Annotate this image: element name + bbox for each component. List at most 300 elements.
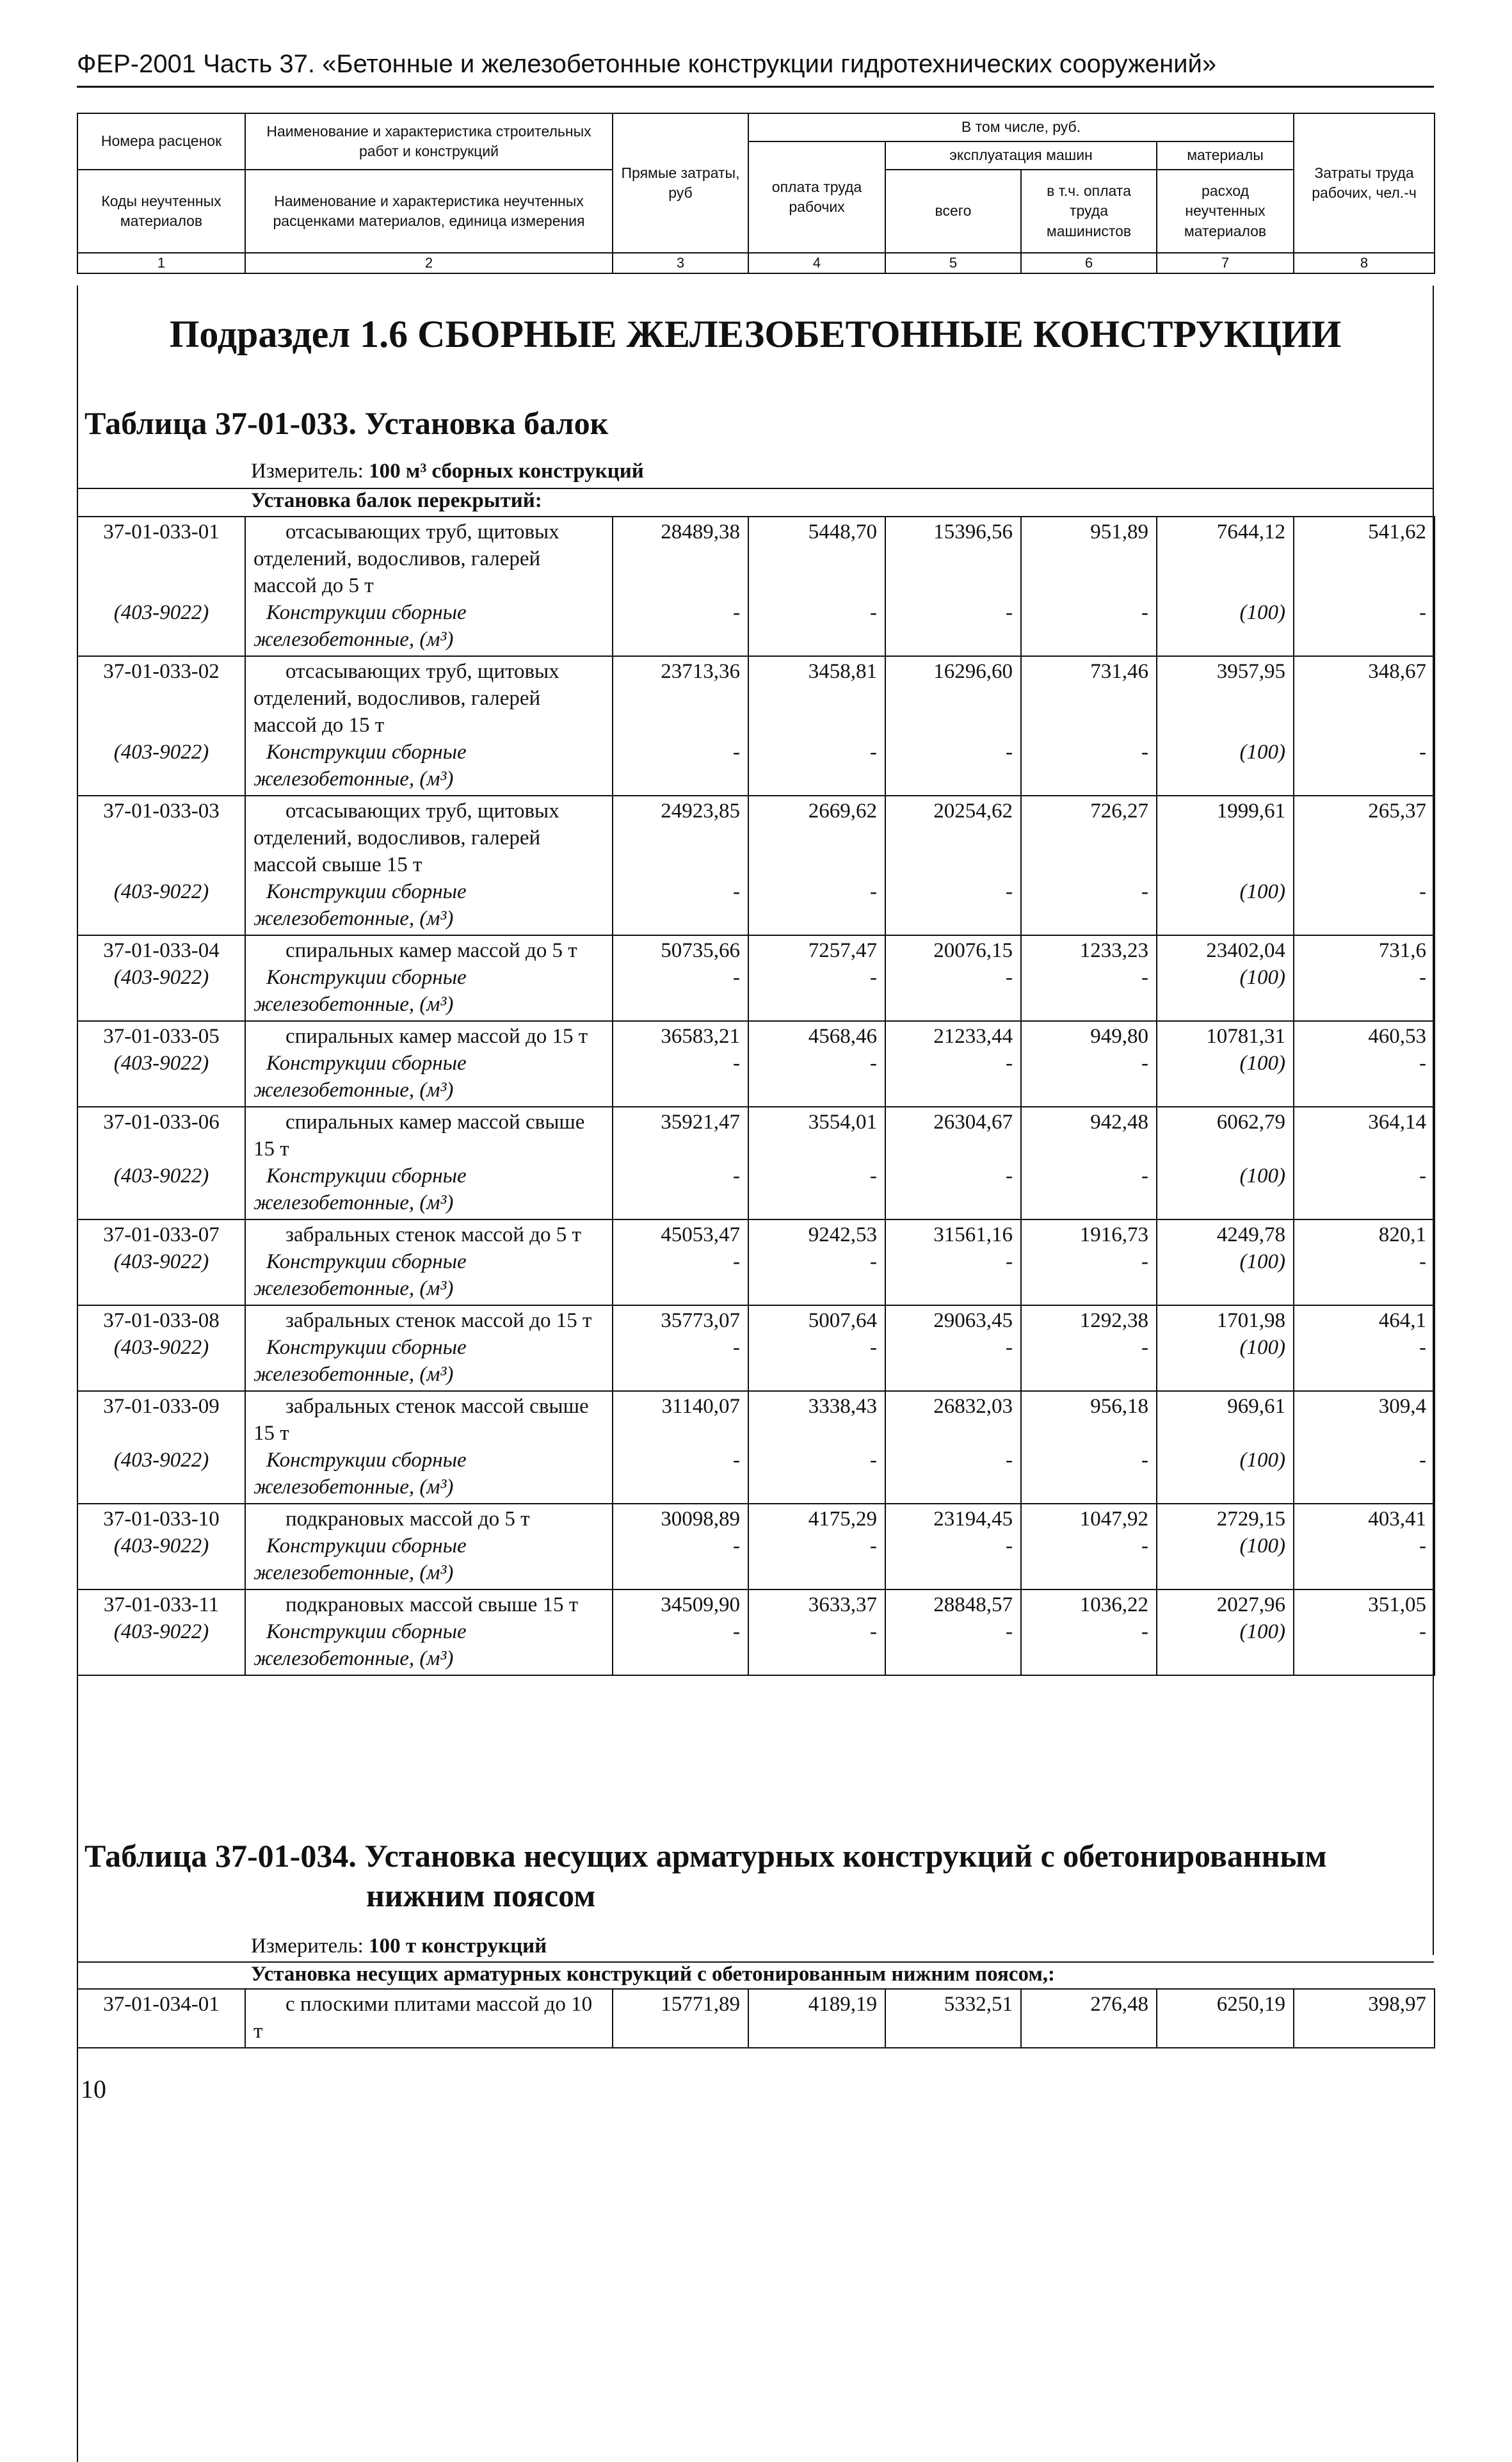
rate-value-cell (748, 935, 885, 1021)
rate-value-cell (1021, 935, 1157, 1021)
col-materials: материалы (1157, 141, 1294, 170)
material-dash: - (1141, 1336, 1148, 1359)
rate-labor-pay: 3633,37 (808, 1593, 877, 1616)
rate-materials: 2027,96 (1216, 1593, 1285, 1616)
material-percent: (100) (1239, 966, 1285, 989)
rate-value-cell (1294, 1107, 1435, 1219)
rate-labor: 309,4 (1378, 1395, 1426, 1418)
material-dash: - (1006, 966, 1013, 989)
material-dash: - (1006, 601, 1013, 624)
col-num: 3 (613, 253, 748, 273)
material-name (253, 1447, 604, 1501)
material-dash: - (870, 601, 877, 624)
rate-machinist: 956,18 (1090, 1395, 1148, 1418)
material-name (253, 599, 604, 653)
rates-table-033 (77, 516, 1435, 1676)
material-percent: (100) (1239, 1052, 1285, 1075)
material-name-line2: железобетонные, (м³) (253, 1079, 454, 1102)
rate-value-cell (1021, 656, 1157, 796)
rate-labor-pay: 5007,64 (808, 1309, 877, 1332)
rate-code-cell (77, 1021, 245, 1107)
rate-direct: 34509,90 (661, 1593, 740, 1616)
rate-code-cell (77, 1589, 245, 1675)
rate-machinist: 1047,92 (1079, 1508, 1148, 1531)
subsection-title: Подраздел 1.6 СБОРНЫЕ ЖЕЛЕЗОБЕТОННЫЕ КОНСТРУКЦИИ (169, 313, 1342, 355)
rate-labor: 398,97 (1368, 1993, 1426, 2016)
rate-value-cell (885, 1107, 1021, 1219)
material-dash: - (733, 1336, 740, 1359)
rate-value-cell (1294, 1305, 1435, 1391)
material-name (253, 878, 604, 932)
rate-value-cell (885, 1021, 1021, 1107)
material-dash: - (1141, 601, 1148, 624)
rate-machines: 15396,56 (933, 520, 1013, 543)
rate-value-cell (613, 1391, 748, 1504)
rate-direct: 28489,38 (661, 520, 740, 543)
rate-value-cell (1021, 1107, 1157, 1219)
table2-title (84, 1836, 1327, 1915)
material-name-line1: Конструкции сборные (266, 1620, 467, 1643)
rate-row (77, 796, 1435, 935)
rate-value-cell (1294, 1589, 1435, 1675)
rate-value-cell (885, 1589, 1021, 1675)
page-header: ФЕР-2001 Часть 37. «Бетонные и железобетонные конструкции гидротехнических сооружений» (77, 50, 1217, 78)
rates-table-034 (77, 1988, 1435, 2048)
rate-machinist: 1916,73 (1079, 1223, 1148, 1246)
material-dash: - (1419, 601, 1426, 624)
rate-materials: 6250,19 (1216, 1993, 1285, 2016)
rate-value-cell (748, 1219, 885, 1305)
material-dash: - (870, 1164, 877, 1187)
rate-value-cell (1021, 1589, 1157, 1675)
rate-value-cell (613, 656, 748, 796)
rate-labor-pay: 3554,01 (808, 1111, 877, 1134)
rate-machinist: 1233,23 (1079, 939, 1148, 962)
rate-machines: 20254,62 (933, 800, 1013, 823)
material-percent: (100) (1239, 1250, 1285, 1273)
col-rate-numbers: Номера расценок (77, 113, 245, 170)
rate-labor: 351,05 (1368, 1593, 1426, 1616)
rate-labor-pay: 3458,81 (808, 660, 877, 683)
material-dash: - (1419, 741, 1426, 764)
rate-value-cell (1294, 517, 1435, 656)
rate-description: отсасывающих труб, щитовых отделений, водосливов, галерей массой свыше 15 т (253, 800, 559, 876)
rate-row (77, 1504, 1435, 1589)
rate-materials: 1701,98 (1216, 1309, 1285, 1332)
material-dash: - (870, 880, 877, 903)
material-code: (403-9022) (113, 966, 209, 989)
material-name-line2: железобетонные, (м³) (253, 1363, 454, 1386)
rate-value-cell (748, 1589, 885, 1675)
rate-labor: 464,1 (1378, 1309, 1426, 1332)
material-name-line1: Конструкции сборные (266, 966, 467, 989)
rate-value-cell (748, 796, 885, 935)
rate-machines: 23194,45 (933, 1508, 1013, 1531)
rate-direct: 35921,47 (661, 1111, 740, 1134)
rate-desc-cell (245, 1305, 613, 1391)
rate-desc-cell (245, 796, 613, 935)
rate-value-cell (613, 1989, 748, 2048)
material-dash: - (1006, 1052, 1013, 1075)
rate-value-cell (885, 1504, 1021, 1589)
material-percent: (100) (1239, 601, 1285, 624)
material-dash: - (1141, 1250, 1148, 1273)
material-name-line1: Конструкции сборные (266, 1336, 467, 1359)
rate-description: отсасывающих труб, щитовых отделений, водосливов, галерей массой до 5 т (253, 520, 559, 597)
material-dash: - (1006, 1164, 1013, 1187)
material-dash: - (870, 1250, 877, 1273)
material-dash: - (733, 1052, 740, 1075)
rate-value-cell (1021, 796, 1157, 935)
rate-labor: 364,14 (1368, 1111, 1426, 1134)
rate-value-cell (1294, 935, 1435, 1021)
rate-value-cell (748, 656, 885, 796)
material-dash: - (1006, 1449, 1013, 1472)
rate-machinist: 726,27 (1090, 800, 1148, 823)
rate-machinist: 942,48 (1090, 1111, 1148, 1134)
rate-machinist: 731,46 (1090, 660, 1148, 683)
rate-direct: 36583,21 (661, 1025, 740, 1048)
rate-materials: 6062,79 (1216, 1111, 1285, 1134)
rate-machines: 26832,03 (933, 1395, 1013, 1418)
rate-machines: 21233,44 (933, 1025, 1013, 1048)
rate-machinist: 951,89 (1090, 520, 1148, 543)
rate-value-cell (613, 517, 748, 656)
rate-description: забральных стенок массой свыше 15 т (253, 1395, 589, 1445)
material-name (253, 1618, 604, 1672)
material-dash: - (1006, 1250, 1013, 1273)
rate-row (77, 1219, 1435, 1305)
col-num: 6 (1021, 253, 1157, 273)
col-unaccounted-use: расход неучтенных материалов (1157, 170, 1294, 253)
page-number: 10 (81, 2075, 106, 2104)
rate-value-cell (748, 1504, 885, 1589)
col-num: 2 (245, 253, 613, 273)
material-name-line2: железобетонные, (м³) (253, 907, 454, 930)
material-dash: - (1006, 880, 1013, 903)
table1-measure (251, 460, 644, 483)
rate-row (77, 656, 1435, 796)
col-labor-pay: оплата труда рабочих (748, 141, 885, 253)
material-dash: - (1419, 880, 1426, 903)
material-dash: - (1419, 1250, 1426, 1273)
rate-machines: 26304,67 (933, 1111, 1013, 1134)
material-dash: - (1141, 1620, 1148, 1643)
material-percent: (100) (1239, 1534, 1285, 1557)
material-code: (403-9022) (113, 1336, 209, 1359)
material-name-line2: железобетонные, (м³) (253, 1561, 454, 1584)
col-num: 8 (1294, 253, 1435, 273)
material-name-line1: Конструкции сборные (266, 741, 467, 764)
col-machine-op: эксплуатация машин (885, 141, 1157, 170)
rate-labor: 541,62 (1368, 520, 1426, 543)
rate-materials: 23402,04 (1206, 939, 1285, 962)
rate-description: забральных стенок массой до 15 т (286, 1309, 592, 1332)
rate-value-cell (1294, 1219, 1435, 1305)
rate-value-cell (748, 1391, 885, 1504)
col-machine-total: всего (885, 170, 1021, 253)
rate-value-cell (1021, 1989, 1157, 2048)
rate-description: забральных стенок массой до 5 т (286, 1223, 581, 1246)
material-percent: (100) (1239, 1164, 1285, 1187)
rate-code-cell (77, 1305, 245, 1391)
material-dash: - (733, 1449, 740, 1472)
rate-value-cell (613, 1107, 748, 1219)
col-num: 1 (77, 253, 245, 273)
material-name (253, 1050, 604, 1104)
material-dash: - (1141, 880, 1148, 903)
rate-value-cell (1157, 1589, 1294, 1675)
material-name-line2: железобетонные, (м³) (253, 993, 454, 1016)
rate-code: 37-01-033-07 (103, 1223, 220, 1246)
table2-title-line2: нижним поясом (366, 1878, 596, 1913)
rate-direct: 50735,66 (661, 939, 740, 962)
rate-code-cell (77, 1219, 245, 1305)
rate-value-cell (1294, 656, 1435, 796)
material-dash: - (1006, 1534, 1013, 1557)
rate-materials: 7644,12 (1216, 520, 1285, 543)
material-code: (403-9022) (113, 1052, 209, 1075)
rate-code-cell (77, 1391, 245, 1504)
rate-machines: 28848,57 (933, 1593, 1013, 1616)
rate-value-cell (613, 1021, 748, 1107)
material-dash: - (870, 966, 877, 989)
col-num: 7 (1157, 253, 1294, 273)
material-dash: - (1006, 1620, 1013, 1643)
rate-labor: 265,37 (1368, 800, 1426, 823)
col-num: 5 (885, 253, 1021, 273)
material-name (253, 1533, 604, 1586)
material-dash: - (733, 1534, 740, 1557)
material-dash: - (1006, 741, 1013, 764)
rate-code: 37-01-033-10 (103, 1508, 220, 1531)
rate-row (77, 1021, 1435, 1107)
rate-value-cell (613, 1305, 748, 1391)
measure-value: 100 м³ сборных конструкций (369, 460, 644, 483)
rate-labor: 820,1 (1378, 1223, 1426, 1246)
material-dash: - (870, 1620, 877, 1643)
rate-value-cell (613, 935, 748, 1021)
material-dash: - (733, 601, 740, 624)
rate-code: 37-01-034-01 (103, 1993, 220, 2016)
col-material-name: Наименование и характеристика неучтенных расценками материалов, единица измерения (245, 170, 613, 253)
rate-description: с плоскими плитами массой до 10 т (253, 1993, 593, 2043)
rate-code: 37-01-033-04 (103, 939, 220, 962)
frame-left-2 (77, 286, 78, 1823)
rate-desc-cell (245, 935, 613, 1021)
rate-machines: 31561,16 (933, 1223, 1013, 1246)
material-code: (403-9022) (113, 1620, 209, 1643)
rate-value-cell (1021, 1391, 1157, 1504)
rate-value-cell (748, 1305, 885, 1391)
material-dash: - (1141, 1164, 1148, 1187)
rate-desc-cell (245, 1219, 613, 1305)
rate-labor: 460,53 (1368, 1025, 1426, 1048)
rate-value-cell (748, 1989, 885, 2048)
rate-value-cell (1021, 517, 1157, 656)
material-dash: - (1419, 1449, 1426, 1472)
material-name-line2: железобетонные, (м³) (253, 1647, 454, 1670)
material-name-line2: железобетонные, (м³) (253, 628, 454, 651)
material-name-line1: Конструкции сборные (266, 1534, 467, 1557)
rate-value-cell (1157, 1021, 1294, 1107)
material-dash: - (870, 1336, 877, 1359)
material-code: (403-9022) (113, 1250, 209, 1273)
rate-code-cell (77, 1989, 245, 2048)
material-percent: (100) (1239, 1449, 1285, 1472)
rate-labor-pay: 2669,62 (808, 800, 877, 823)
material-name (253, 1163, 604, 1216)
table1-group-title: Установка балок перекрытий: (251, 489, 542, 512)
material-name-line1: Конструкции сборные (266, 1449, 467, 1472)
material-dash: - (1006, 1336, 1013, 1359)
rate-labor: 348,67 (1368, 660, 1426, 683)
material-percent: (100) (1239, 1336, 1285, 1359)
rate-code-cell (77, 1504, 245, 1589)
measure-label: Измеритель: (251, 460, 364, 483)
col-labor-costs: Затраты труда рабочих, чел.-ч (1294, 113, 1435, 253)
rate-materials: 969,61 (1227, 1395, 1285, 1418)
rate-materials: 1999,61 (1216, 800, 1285, 823)
rate-desc-cell (245, 517, 613, 656)
rate-direct: 35773,07 (661, 1309, 740, 1332)
header-rule (77, 86, 1434, 88)
material-code: (403-9022) (113, 741, 209, 764)
material-dash: - (1141, 741, 1148, 764)
rate-desc-cell (245, 1021, 613, 1107)
rate-direct: 31140,07 (661, 1395, 740, 1418)
rate-description: спиральных камер массой свыше 15 т (253, 1111, 585, 1161)
material-name-line1: Конструкции сборные (266, 880, 467, 903)
rate-value-cell (1021, 1305, 1157, 1391)
rate-labor-pay: 4175,29 (808, 1508, 877, 1531)
rate-labor: 731,6 (1378, 939, 1426, 962)
material-name-line1: Конструкции сборные (266, 1052, 467, 1075)
rate-desc-cell (245, 1391, 613, 1504)
material-name-line1: Конструкции сборные (266, 1164, 467, 1187)
rate-value-cell (1157, 796, 1294, 935)
material-dash: - (1419, 1620, 1426, 1643)
material-dash: - (1419, 1534, 1426, 1557)
rate-direct: 24923,85 (661, 800, 740, 823)
rate-machinist: 1292,38 (1079, 1309, 1148, 1332)
rate-value-cell (1157, 1219, 1294, 1305)
rate-value-cell (1157, 517, 1294, 656)
rate-desc-cell (245, 1107, 613, 1219)
rate-code: 37-01-033-05 (103, 1025, 220, 1048)
rate-code-cell (77, 517, 245, 656)
rate-direct: 23713,36 (661, 660, 740, 683)
material-name (253, 1248, 604, 1302)
col-work-name: Наименование и характеристика строительных работ и конструкций (245, 113, 613, 170)
rate-value-cell (1021, 1504, 1157, 1589)
table2-group-title: Установка несущих арматурных конструкций с обетонированным нижним поясом,: (251, 1963, 1056, 1986)
material-dash: - (1141, 1052, 1148, 1075)
measure-label: Измеритель: (251, 1935, 364, 1958)
material-code: (403-9022) (113, 601, 209, 624)
material-dash: - (1419, 1052, 1426, 1075)
rate-code-cell (77, 1107, 245, 1219)
rate-desc-cell (245, 1989, 613, 2048)
material-code: (403-9022) (113, 1534, 209, 1557)
rate-value-cell (885, 1305, 1021, 1391)
rate-machinist: 949,80 (1090, 1025, 1148, 1048)
rate-value-cell (1157, 1989, 1294, 2048)
rate-value-cell (1157, 656, 1294, 796)
material-percent: (100) (1239, 880, 1285, 903)
material-name-line1: Конструкции сборные (266, 1250, 467, 1273)
material-dash: - (870, 741, 877, 764)
rate-materials: 2729,15 (1216, 1508, 1285, 1531)
rate-value-cell (1294, 1504, 1435, 1589)
rate-row (77, 1391, 1435, 1504)
material-name-line1: Конструкции сборные (266, 601, 467, 624)
material-dash: - (1141, 1449, 1148, 1472)
material-name-line2: железобетонные, (м³) (253, 768, 454, 791)
rate-row (77, 1305, 1435, 1391)
rate-value-cell (1157, 1504, 1294, 1589)
material-code: (403-9022) (113, 880, 209, 903)
material-dash: - (870, 1052, 877, 1075)
rate-direct: 45053,47 (661, 1223, 740, 1246)
rate-code-cell (77, 656, 245, 796)
material-dash: - (733, 966, 740, 989)
frame-right-2 (1433, 1823, 1434, 1955)
rate-value-cell (613, 796, 748, 935)
rate-desc-cell (245, 1589, 613, 1675)
table2-title-line1: Таблица 37-01-034. Установка несущих арматурных конструкций с обетонированным (84, 1838, 1327, 1874)
material-name-line2: железобетонные, (м³) (253, 1476, 454, 1499)
rate-value-cell (1021, 1021, 1157, 1107)
rate-description: спиральных камер массой до 15 т (286, 1025, 588, 1048)
material-dash: - (1141, 1534, 1148, 1557)
rate-materials: 3957,95 (1216, 660, 1285, 683)
rate-code: 37-01-033-02 (103, 660, 220, 683)
rate-direct: 15771,89 (661, 1993, 740, 2016)
rate-machines: 16296,60 (933, 660, 1013, 683)
rate-description: спиральных камер массой до 5 т (286, 939, 577, 962)
table2-measure (251, 1935, 547, 1958)
material-dash: - (733, 880, 740, 903)
material-code: (403-9022) (113, 1449, 209, 1472)
rate-labor-pay: 9242,53 (808, 1223, 877, 1246)
rate-value-cell (748, 517, 885, 656)
rate-machinist: 276,48 (1090, 1993, 1148, 2016)
rate-code: 37-01-033-08 (103, 1309, 220, 1332)
rate-value-cell (885, 935, 1021, 1021)
material-name (253, 739, 604, 793)
rate-value-cell (1157, 1391, 1294, 1504)
rate-machines: 5332,51 (944, 1993, 1013, 2016)
rate-code: 37-01-033-06 (103, 1111, 220, 1134)
material-percent: (100) (1239, 741, 1285, 764)
material-dash: - (733, 741, 740, 764)
rate-desc-cell (245, 656, 613, 796)
rate-row (77, 1107, 1435, 1219)
rate-code: 37-01-033-09 (103, 1395, 220, 1418)
rate-machines: 29063,45 (933, 1309, 1013, 1332)
rate-value-cell (1294, 796, 1435, 935)
rate-value-cell (1157, 1305, 1294, 1391)
rate-row (77, 1589, 1435, 1675)
rate-value-cell (1157, 935, 1294, 1021)
rate-machinist: 1036,22 (1079, 1593, 1148, 1616)
rate-labor-pay: 4189,19 (808, 1993, 877, 2016)
rate-row (77, 935, 1435, 1021)
col-num: 4 (748, 253, 885, 273)
rate-row (77, 1989, 1435, 2048)
rate-value-cell (1021, 1219, 1157, 1305)
